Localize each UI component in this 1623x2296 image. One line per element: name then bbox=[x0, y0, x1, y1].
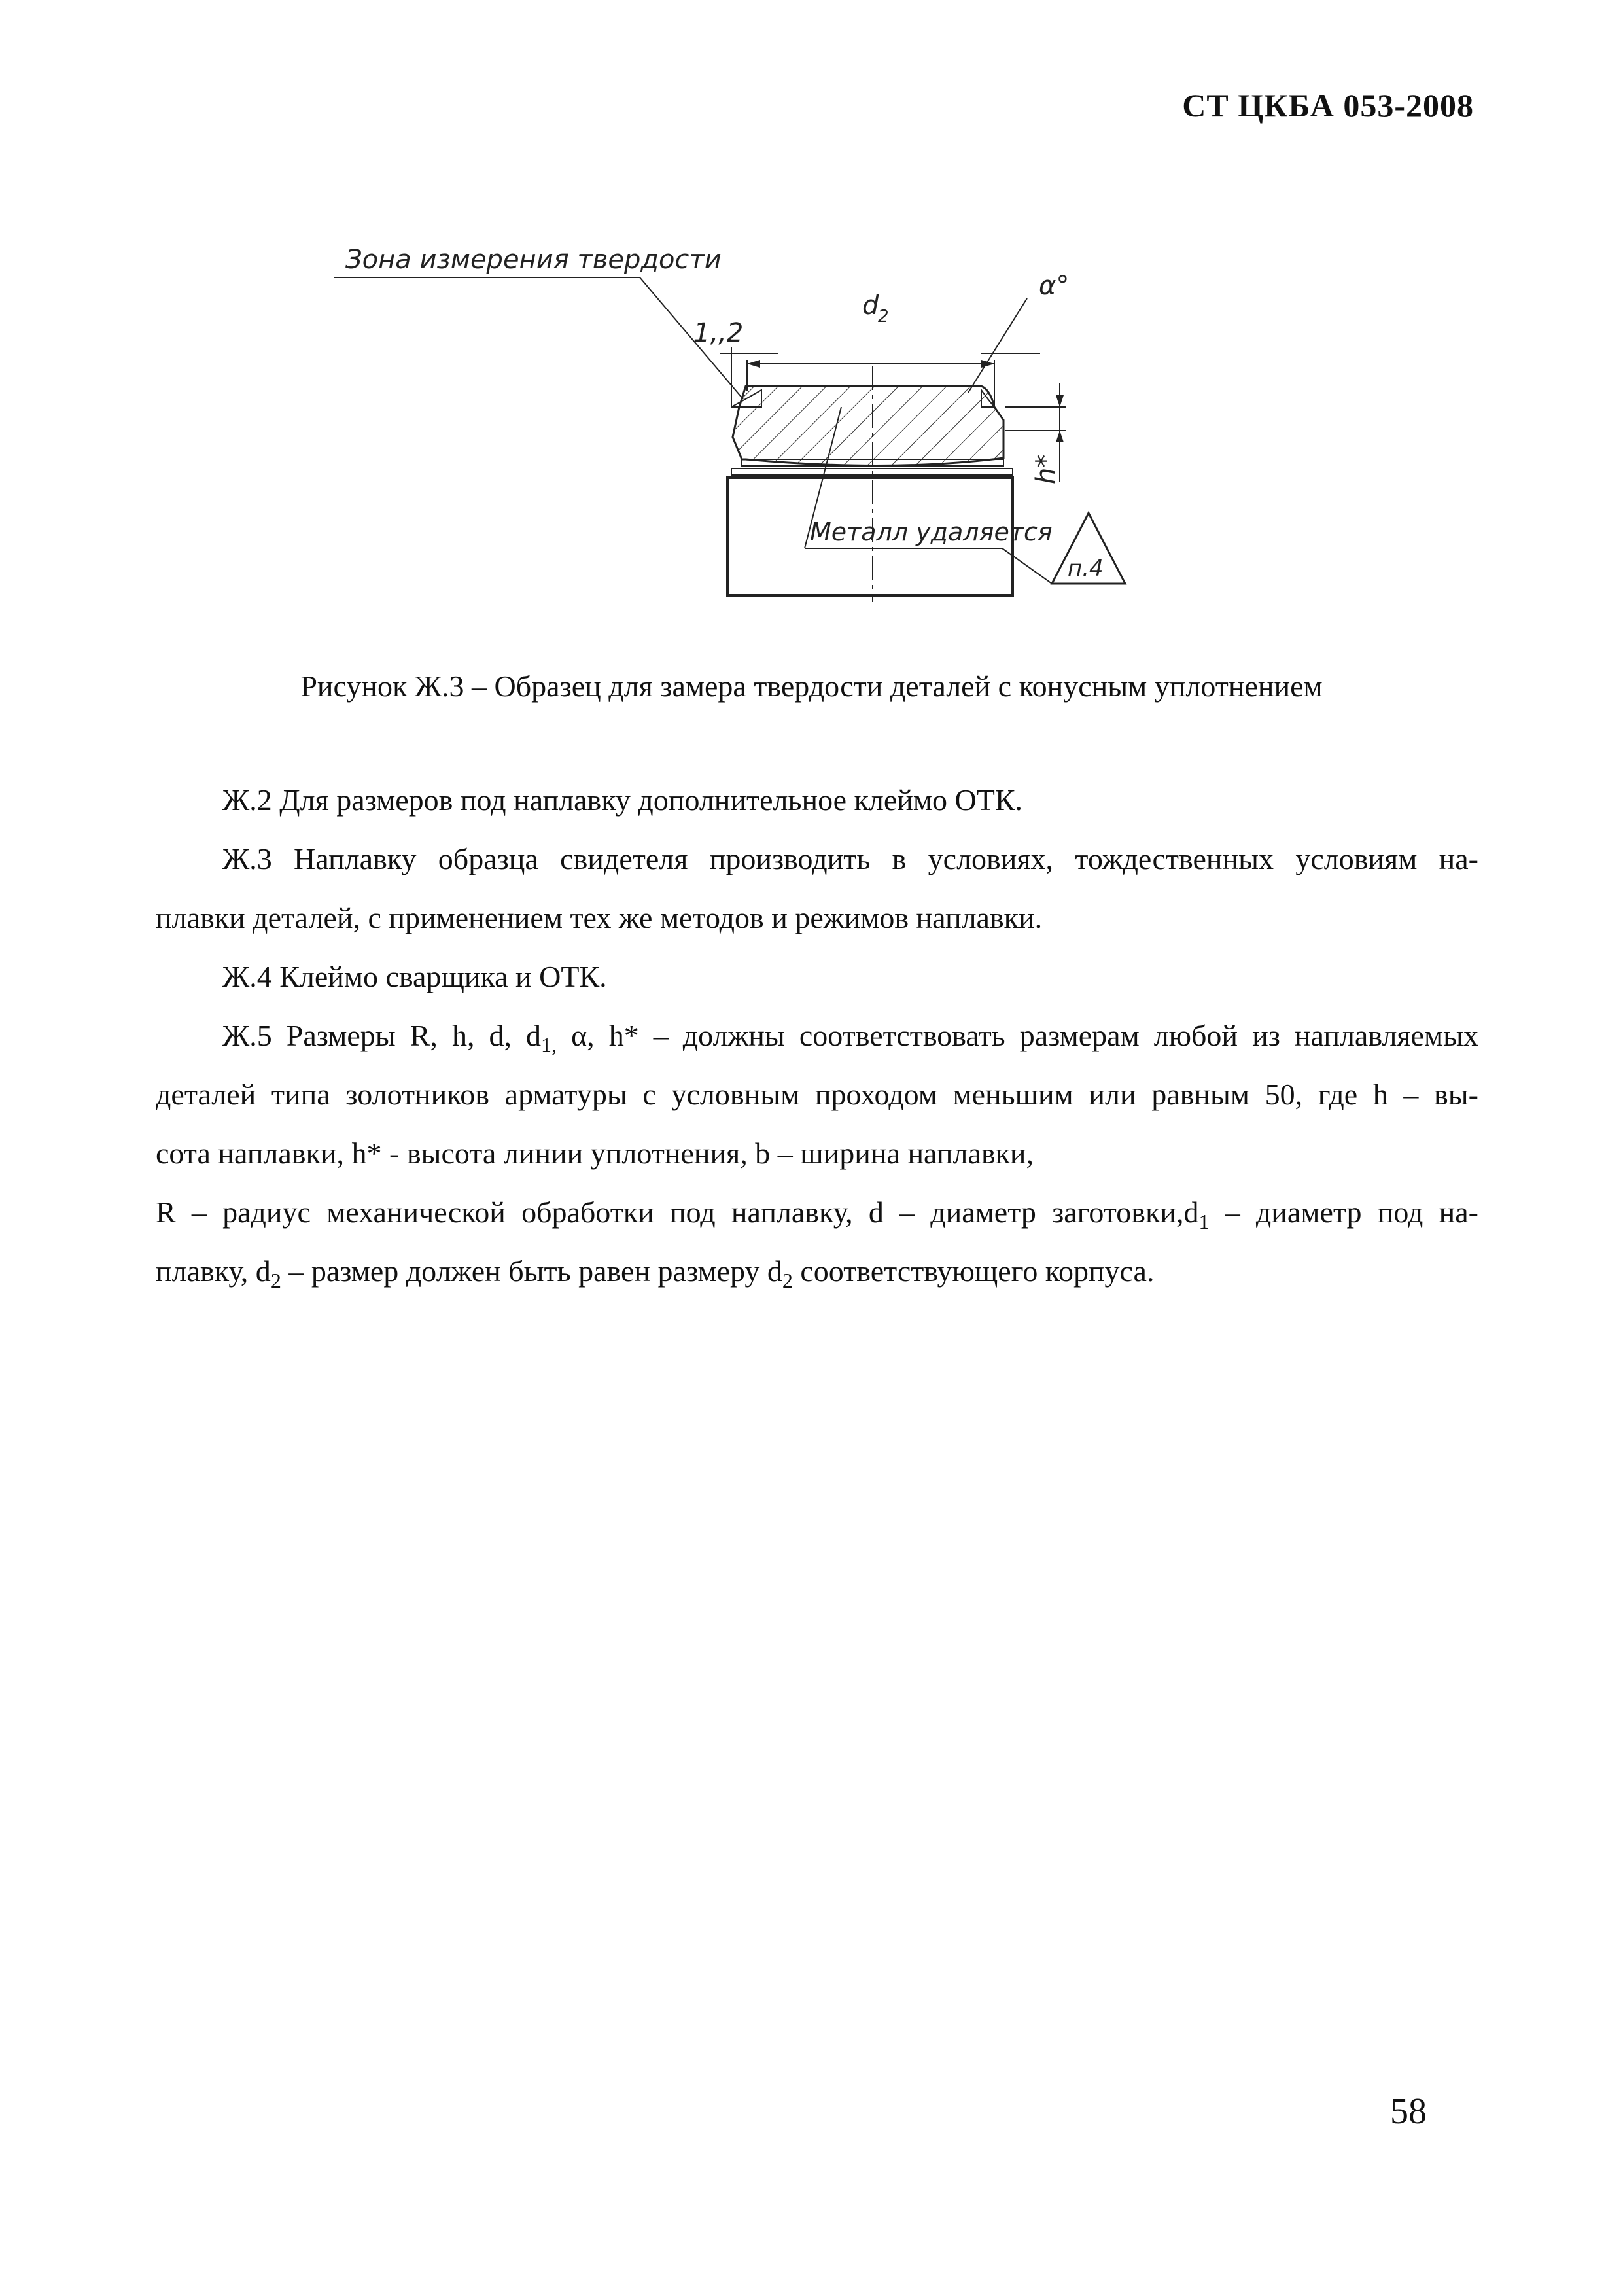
alpha-label: α° bbox=[1039, 271, 1070, 301]
paragraph-zh3-line1: Ж.3 Наплавку образца свидетеля производить в условиях, тождественных условиям на- bbox=[222, 842, 1478, 875]
paragraph-zh3-line2: плавки деталей, с применением тех же методов и режимов наплавки. bbox=[156, 901, 1043, 934]
page-number: 58 bbox=[1390, 2091, 1427, 2132]
hstar-arrow-bottom bbox=[1056, 431, 1064, 442]
dim-1-2-label: 1,,2 bbox=[693, 318, 744, 348]
text-run: α, h* – должны соответствовать размерам любой из наплавляемых bbox=[557, 1019, 1478, 1052]
hstar-arrow-top bbox=[1056, 395, 1064, 407]
figure-zh3 bbox=[327, 236, 1151, 602]
zone-label: Зона измерения твердости bbox=[345, 245, 722, 275]
body-text bbox=[156, 771, 1478, 1301]
text-run: R – радиус механической обработки под наплавку, d – диаметр заготовки,d bbox=[156, 1195, 1199, 1229]
note-leader bbox=[1002, 548, 1052, 584]
paragraph-zh5-line1 bbox=[156, 1006, 1478, 1065]
paragraph-zh5-line2: деталей типа золотников арматуры с условным проходом меньшим или равным 50, где h – вы- bbox=[156, 1078, 1478, 1111]
alpha-leader bbox=[968, 298, 1027, 393]
metal-removed-label: Металл удаляется bbox=[810, 518, 1053, 546]
note-symbol: п.4 bbox=[1068, 556, 1104, 582]
paragraph-zh2: Ж.2 Для размеров под наплавку дополнительное клеймо ОТК. bbox=[222, 783, 1023, 817]
technical-drawing bbox=[327, 236, 1151, 602]
d2-label: d bbox=[862, 291, 879, 321]
paragraph-zh4: Ж.4 Клеймо сварщика и ОТК. bbox=[222, 960, 607, 993]
text-run: – размер должен быть равен размеру d bbox=[281, 1254, 782, 1288]
hstar-label: h* bbox=[1031, 454, 1061, 484]
subscript: 2 bbox=[270, 1269, 281, 1293]
hatched-overlay bbox=[733, 386, 1003, 466]
figure-caption: Рисунок Ж.3 – Образец для замера твердости деталей с конусным уплотнением bbox=[300, 669, 1323, 703]
text-run: соответствующего корпуса. bbox=[792, 1254, 1155, 1288]
d2-label-sub: 2 bbox=[878, 307, 889, 327]
text-run: – диаметр под на- bbox=[1209, 1195, 1479, 1229]
paragraph-zh5-line3: сота наплавки, h* - высота линии уплотнения, b – ширина наплавки, bbox=[156, 1137, 1034, 1170]
subscript: 1, bbox=[541, 1033, 557, 1057]
d2-arrow-left bbox=[747, 360, 760, 368]
document-code: СТ ЦКБА 053-2008 bbox=[1182, 87, 1474, 124]
text-run: Ж.5 Размеры R, h, d, d bbox=[222, 1019, 542, 1052]
text-run: плавку, d bbox=[156, 1254, 271, 1288]
subscript: 2 bbox=[782, 1269, 793, 1293]
subscript: 1 bbox=[1198, 1210, 1210, 1234]
paragraph-zh5-line5 bbox=[156, 1242, 1478, 1301]
paragraph-zh5-line4 bbox=[156, 1183, 1478, 1242]
